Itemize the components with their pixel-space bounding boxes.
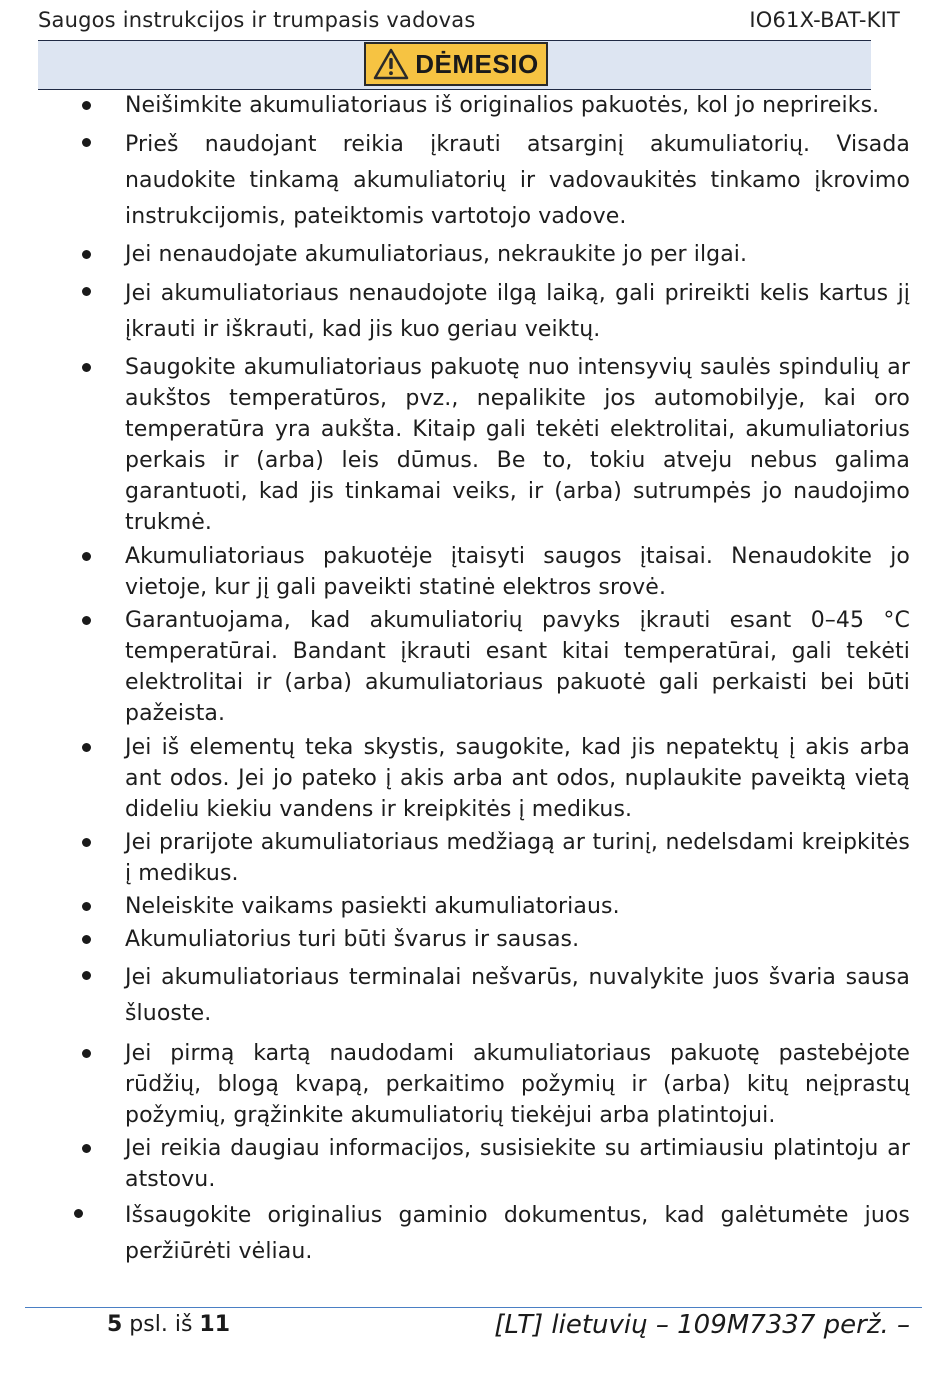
list-item — [0, 605, 950, 729]
list-item-text: Jei pirmą kartą naudodami akumuliatoriaus pakuotę pastebėjote rūdžių, blogą kvapą, perkaitimo požymių ir (arba) kitų neįprastų požymių, grąžinkite akumuliatorių tiekėjui arba platintojui. — [125, 1041, 910, 1128]
safety-instructions-list — [0, 90, 950, 1270]
list-item-text: Prieš naudojant reikia įkrauti atsarginį akumuliatorių. Visada naudokite tinkamą akumuliatorių ir vadovaukitės tinkamo įkrovimo instrukcijomis, pateiktomis vartotojo vadove. — [125, 132, 910, 229]
list-item — [0, 924, 950, 955]
footer-divider — [25, 1307, 922, 1308]
bullet-icon — [82, 101, 91, 110]
list-item — [0, 239, 950, 270]
list-item-text: Jei akumuliatoriaus terminalai nešvarūs, nuvalykite juos švaria sausa šluoste. — [125, 965, 910, 1026]
bullet-icon — [82, 838, 91, 847]
list-item — [0, 1133, 950, 1195]
list-item — [0, 732, 950, 825]
page-header — [38, 6, 900, 40]
list-item — [0, 541, 950, 603]
list-item — [0, 891, 950, 922]
list-item — [0, 960, 950, 1032]
list-item-text: Jei reikia daugiau informacijos, susisiekite su artimiausiu platintoju ar atstovu. — [125, 1136, 910, 1192]
list-item-text: Jei akumuliatoriaus nenaudojote ilgą laiką, gali prireikti kelis kartus jį įkrauti ir iškrauti, kad jis kuo geriau veiktų. — [125, 281, 910, 342]
document-title: Saugos instrukcijos ir trumpasis vadovas — [38, 8, 476, 32]
page-number — [107, 1312, 230, 1337]
list-item — [0, 1038, 950, 1131]
bullet-icon — [82, 287, 91, 296]
bullet-icon — [82, 552, 91, 561]
bullet-icon — [82, 1049, 91, 1058]
list-item — [0, 276, 950, 348]
model-number: IO61X-BAT-KIT — [749, 8, 900, 32]
bullet-icon — [82, 363, 91, 372]
warning-banner — [364, 42, 548, 86]
list-item — [0, 127, 950, 235]
list-item-text: Akumuliatoriaus pakuotėje įtaisyti saugos įtaisai. Nenaudokite jo vietoje, kur jį gali paveikti statinė elektros srovė. — [125, 544, 910, 600]
bullet-icon — [82, 902, 91, 911]
bullet-icon — [82, 1144, 91, 1153]
list-item — [0, 352, 950, 538]
current-page: 5 — [107, 1312, 123, 1337]
list-item-text: Akumuliatorius turi būti švarus ir sausas. — [125, 927, 580, 952]
total-pages: 11 — [199, 1312, 231, 1337]
list-item-text: Išsaugokite originalius gaminio dokumentus, kad galėtumėte juos peržiūrėti vėliau. — [125, 1203, 910, 1264]
list-item — [0, 1198, 950, 1270]
list-item-text: Jei iš elementų teka skystis, saugokite, kad jis nepatektų į akis arba ant odos. Jei jo pateko į akis arba ant odos, nuplaukite paveiktą vietą dideliu kiekiu vandens ir kreipkitės į medikus. — [125, 735, 910, 822]
bullet-icon — [82, 250, 91, 259]
list-item-text: Garantuojama, kad akumuliatorių pavyks įkrauti esant 0–45 °C temperatūrai. Bandant įkrauti esant kitai temperatūrai, gali tekėti elektrolitai ir (arba) akumuliatoriaus pakuotė gali perkaisti bei būti pažeista. — [125, 608, 910, 726]
bullet-icon — [82, 935, 91, 944]
list-item-text: Neišimkite akumuliatoriaus iš originalios pakuotės, kol jo neprireiks. — [125, 93, 880, 118]
bullet-icon — [82, 138, 91, 147]
bullet-icon — [74, 1209, 83, 1218]
list-item — [0, 827, 950, 889]
list-item-text: Saugokite akumuliatoriaus pakuotę nuo intensyvių saulės spindulių ar aukštos temperatūros, pvz., nepalikite jos automobilyje, kai oro temperatūra yra aukšta. Kitaip gali tekėti elektrolitai, akumuliatorius perkais ir (arba) leis dūmus. Be to, tokiu atveju nebus galima garantuoti, kad jis tinkamai veiks, ir (arba) sutrumpės jo naudojimo trukmė. — [125, 355, 910, 535]
list-item-text: Jei prarijote akumuliatoriaus medžiagą ar turinį, nedelsdami kreipkitės į medikus. — [125, 830, 910, 886]
list-item — [0, 90, 950, 121]
warning-triangle-icon — [373, 48, 409, 80]
bullet-icon — [82, 743, 91, 752]
bullet-icon — [82, 971, 91, 980]
list-item-text: Jei nenaudojate akumuliatoriaus, nekraukite jo per ilgai. — [125, 242, 748, 267]
bullet-icon — [82, 616, 91, 625]
warning-label: DĖMESIO — [415, 48, 539, 79]
document-reference: [LT] lietuvių – 109M7337 perž. – — [494, 1310, 910, 1340]
page-separator: psl. iš — [122, 1312, 200, 1337]
list-item-text: Neleiskite vaikams pasiekti akumuliatoriaus. — [125, 894, 620, 919]
